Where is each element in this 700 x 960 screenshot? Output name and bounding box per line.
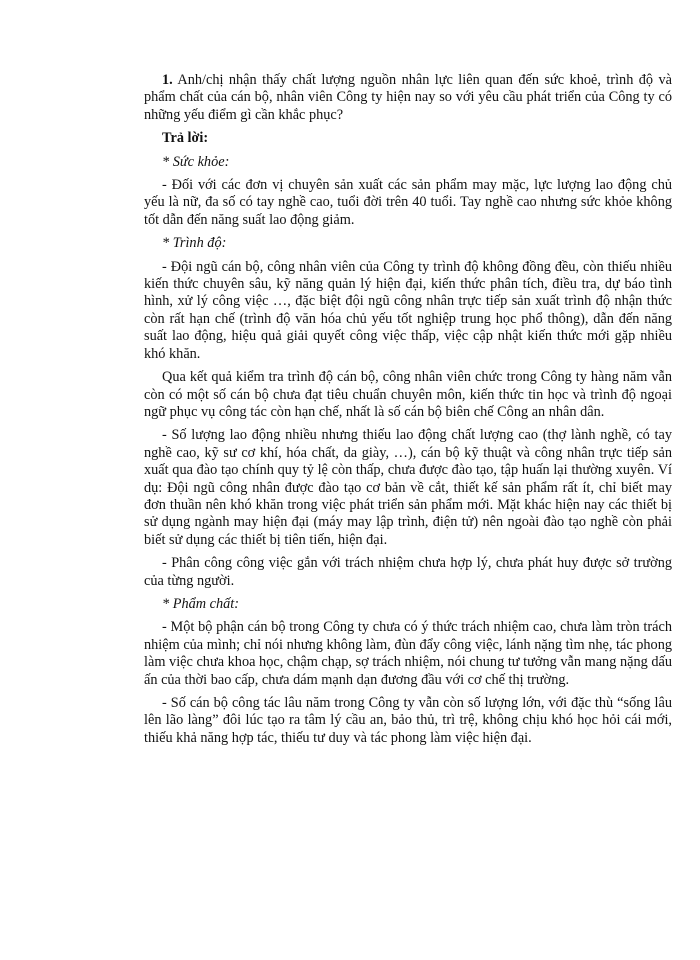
character-paragraph: - Số cán bộ công tác lâu năm trong Công ty vẫn còn số lượng lớn, với đặc thù “sống lâu lên lão làng” đôi lúc tạo ra tâm lý cầu an, bảo thủ, trì trệ, không chịu khó học hỏi cái mới, thiếu khả năng hợp tác, thiếu tư duy và tác phong làm việc hiện đại. (144, 695, 672, 746)
question-number: 1. (162, 72, 173, 88)
qualification-paragraph: - Phân công công việc gắn với trách nhiệm chưa hợp lý, chưa phát huy được sở trường của từng người. (144, 555, 672, 589)
answer-heading: Trả lời: (162, 130, 209, 147)
document-page (144, 72, 672, 753)
qualification-heading: * Trình độ: (162, 235, 227, 252)
question-paragraph (144, 72, 672, 124)
character-heading: * Phẩm chất: (162, 595, 240, 612)
qualification-paragraph: - Đội ngũ cán bộ, công nhân viên của Công ty trình độ không đồng đều, còn thiếu nhiều kiến thức chuyên sâu, kỹ năng quản lý hiện đại, kiến thức phân tích, điều tra, dự báo tình hình, xử lý công việc …, đặc biệt đội ngũ công nhân trực tiếp sản xuất trình độ nhận thức còn rất hạn chế (trình độ văn hóa chủ yếu tốt nghiệp trung học phổ thông), dẫn đến năng suất lao động, hiệu quả giải quyết công việc thấp, việc cập nhật kiến thức mới gặp nhiều khó khăn. (144, 258, 672, 362)
health-heading: * Sức khỏe: (162, 153, 230, 170)
health-paragraph: - Đối với các đơn vị chuyên sản xuất các sản phẩm may mặc, lực lượng lao động chủ yếu là nữ, đa số có tay nghề cao, tuổi đời trên 40 tuổi. Tay nghề cao nhưng sức khỏe không tốt dẫn đến năng suất lao động giảm. (144, 177, 672, 228)
character-paragraph: - Một bộ phận cán bộ trong Công ty chưa có ý thức trách nhiệm cao, chưa làm tròn trách nhiệm của mình; chỉ nói nhưng không làm, đùn đẩy công việc, lánh nặng tìm nhẹ, tác phong làm việc chưa khoa học, chậm chạp, sợ trách nhiệm, nói chung tư tưởng vẫn mang nặng dấu ấn của thời bao cấp, chưa dám mạnh dạn đương đầu với cơ chế thị trường. (144, 619, 672, 688)
question-text: Anh/chị nhận thấy chất lượng nguồn nhân lực liên quan đến sức khoẻ, trình độ và phẩm chất của cán bộ, nhân viên Công ty hiện nay so với yêu cầu phát triển của Công ty có những yếu điểm gì cần khắc phục? (144, 72, 672, 123)
qualification-paragraph: - Số lượng lao động nhiều nhưng thiếu lao động chất lượng cao (thợ lành nghề, có tay nghề cao, kỹ sư cơ khí, hóa chất, da giày, …), cán bộ kỹ thuật và công nhân trực tiếp sản xuất qua đào tạo chính quy tỷ lệ còn thấp, chưa được đào tạo, tập huấn lại thường xuyên. Ví dụ: Đội ngũ công nhân được đào tạo cơ bản về cắt, thiết kế sản phẩm rất ít, chỉ biết may đơn thuần nên khó khăn trong việc phát triển sản phẩm mới. Mặt khác hiện nay các thiết bị sử dụng ngành may hiện đại (máy may lập trình, điện tử) nên ngoài đào tạo nghề còn phải biết sử dụng các thiết bị tiên tiến, hiện đại. (144, 427, 672, 548)
qualification-paragraph: Qua kết quả kiểm tra trình độ cán bộ, công nhân viên chức trong Công ty hàng năm vẫn còn có một số cán bộ chưa đạt tiêu chuẩn chuyên môn, kiến thức tin học và trình độ ngoại ngữ phục vụ công tác còn hạn chế, nhất là số cán bộ biên chế Công an nhân dân. (144, 369, 672, 420)
